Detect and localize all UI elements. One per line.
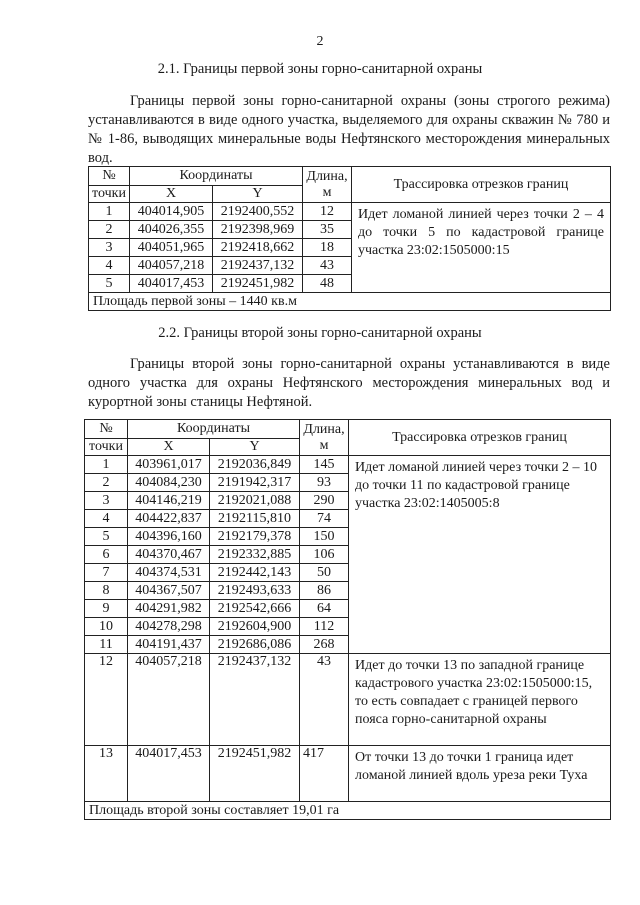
cell-len: 12 [303,203,352,221]
cell-len: 417 [300,746,349,802]
header-num-sub: точки [85,439,128,456]
zone2-total-area: Площадь второй зоны составляет 19,01 га [85,802,611,820]
cell-x: 404057,218 [130,257,213,275]
cell-len: 86 [300,582,349,600]
cell-len: 106 [300,546,349,564]
table-row [85,456,611,474]
cell-x: 404291,982 [128,600,210,618]
cell-y: 2192115,810 [210,510,300,528]
cell-x: 404146,219 [128,492,210,510]
cell-x: 404370,467 [128,546,210,564]
cell-y: 2192451,982 [213,275,303,293]
cell-len: 48 [303,275,352,293]
header-desc: Трассировка отрезков границ [352,167,611,203]
cell-len: 64 [300,600,349,618]
cell-n: 8 [85,582,128,600]
header-y: Y [210,439,300,456]
cell-x: 404017,453 [130,275,213,293]
cell-len: 290 [300,492,349,510]
header-length: Длина, м [303,167,352,203]
cell-n: 7 [85,564,128,582]
cell-n: 5 [89,275,130,293]
cell-y: 2192021,088 [210,492,300,510]
cell-n: 1 [85,456,128,474]
cell-y: 2192686,086 [210,636,300,654]
header-num: № [89,167,130,186]
cell-n: 1 [89,203,130,221]
table-row [85,654,611,746]
cell-len: 35 [303,221,352,239]
cell-x: 404374,531 [128,564,210,582]
cell-y: 2192332,885 [210,546,300,564]
cell-len: 145 [300,456,349,474]
section1-heading: 2.1. Границы первой зоны горно-санитарной охраны [157,61,483,77]
cell-x: 404017,453 [128,746,210,802]
cell-n: 3 [89,239,130,257]
cell-len: 268 [300,636,349,654]
cell-n: 12 [85,654,128,746]
zone1-description: Идет ломаной линией через точки 2 – 4 до точки 5 по кадастровой границе участка 23:02:1505000:15 [352,203,611,293]
cell-y: 2192451,982 [210,746,300,802]
cell-x: 404084,230 [128,474,210,492]
cell-y: 2192400,552 [213,203,303,221]
table-row [89,203,611,221]
cell-y: 2192437,132 [213,257,303,275]
cell-n: 11 [85,636,128,654]
cell-y: 2192493,633 [210,582,300,600]
cell-len: 43 [300,654,349,746]
cell-n: 2 [89,221,130,239]
cell-x: 403961,017 [128,456,210,474]
cell-y: 2192398,969 [213,221,303,239]
cell-x: 404422,837 [128,510,210,528]
header-length: Длина, м [300,420,349,456]
cell-x: 404278,298 [128,618,210,636]
cell-n: 4 [89,257,130,275]
cell-n: 5 [85,528,128,546]
section2-heading: 2.2. Границы второй зоны горно-санитарной охраны [158,325,482,341]
cell-y: 2192604,900 [210,618,300,636]
cell-n: 13 [85,746,128,802]
cell-x: 404051,965 [130,239,213,257]
header-x: X [128,439,210,456]
header-x: X [130,186,213,203]
cell-n: 3 [85,492,128,510]
cell-len: 43 [303,257,352,275]
zone1-total-area: Площадь первой зоны – 1440 кв.м [89,293,611,311]
header-y: Y [213,186,303,203]
cell-x: 404191,437 [128,636,210,654]
cell-len: 50 [300,564,349,582]
cell-x: 404367,507 [128,582,210,600]
header-num-sub: точки [89,186,130,203]
zone2-table [84,419,611,820]
cell-x: 404057,218 [128,654,210,746]
cell-len: 18 [303,239,352,257]
cell-y: 2191942,317 [210,474,300,492]
zone2-description-1-11: Идет ломаной линией через точки 2 – 10 до точки 11 по кадастровой границе участка 23:02:1405005:8 [349,456,611,654]
cell-x: 404026,355 [130,221,213,239]
header-num: № [85,420,128,439]
cell-n: 2 [85,474,128,492]
cell-n: 4 [85,510,128,528]
section1-paragraph: Границы первой зоны горно-санитарной охраны (зоны строгого режима) устанавливаются в виде одного участка, выделяемого для охраны скважин № 780 и № 1-86, выводящих минеральные воды Нефтянского месторождения минеральных вод. [88,93,610,166]
section2-paragraph: Границы второй зоны горно-санитарной охраны устанавливаются в виде одного участка для охраны Нефтянского месторождения минеральных вод и курортной зоны станицы Нефтяной. [88,356,610,410]
header-coords: Координаты [128,420,300,439]
cell-x: 404396,160 [128,528,210,546]
cell-len: 93 [300,474,349,492]
zone2-description-12: Идет до точки 13 по западной границе кадастрового участка 23:02:1505000:15, то есть совпадает с границей первого пояса горно-санитарной охраны [349,654,611,746]
page-number: 2 [316,34,324,49]
cell-y: 2192418,662 [213,239,303,257]
cell-len: 112 [300,618,349,636]
cell-y: 2192542,666 [210,600,300,618]
cell-y: 2192442,143 [210,564,300,582]
zone1-table [88,166,611,311]
cell-len: 150 [300,528,349,546]
cell-y: 2192437,132 [210,654,300,746]
cell-len: 74 [300,510,349,528]
cell-n: 9 [85,600,128,618]
cell-y: 2192179,378 [210,528,300,546]
cell-x: 404014,905 [130,203,213,221]
cell-y: 2192036,849 [210,456,300,474]
zone2-description-13: От точки 13 до точки 1 граница идет ломаной линией вдоль уреза реки Туха [349,746,611,802]
table-row [85,746,611,802]
header-coords: Координаты [130,167,303,186]
cell-n: 6 [85,546,128,564]
cell-n: 10 [85,618,128,636]
header-desc: Трассировка отрезков границ [349,420,611,456]
